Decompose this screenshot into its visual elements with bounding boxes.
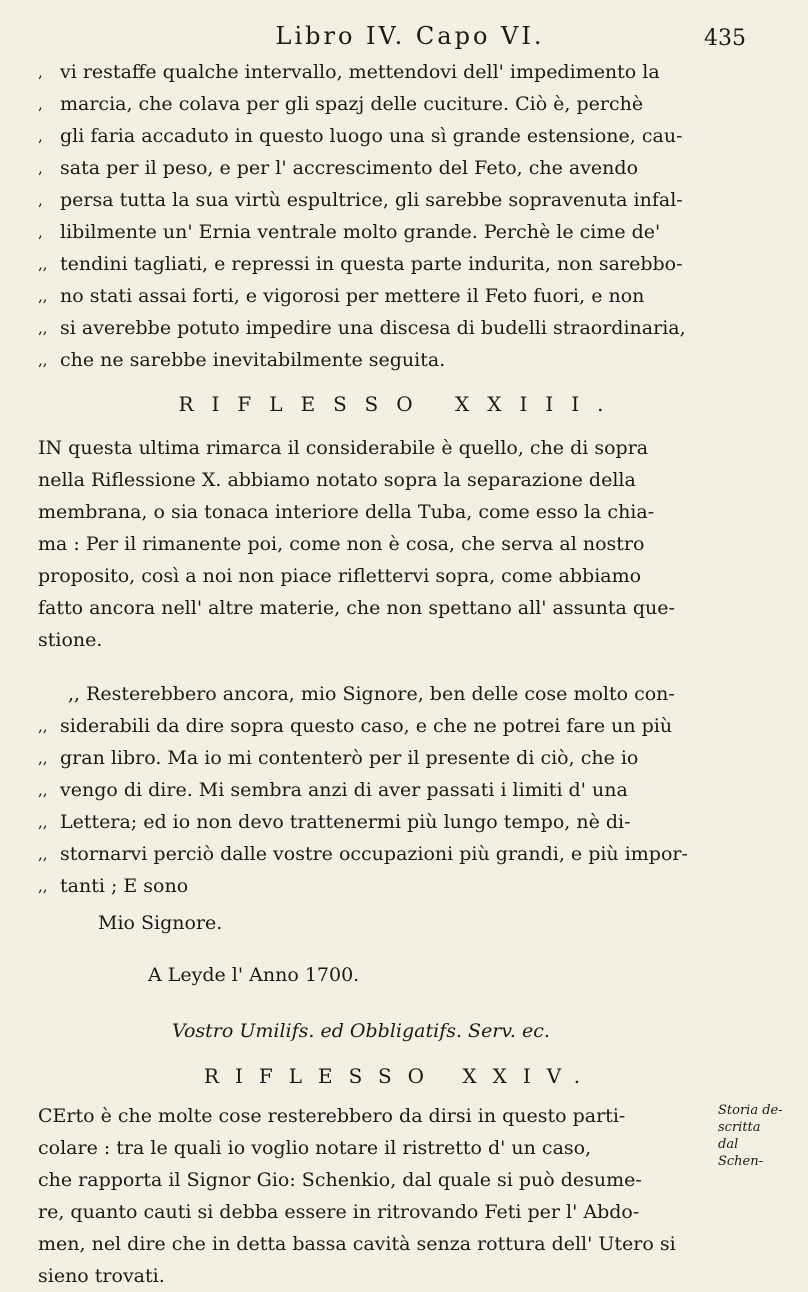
text-line: stione. [38,629,103,651]
section-heading-xxiii: RIFLESSO XXIII. [178,392,622,416]
letter-place-date: A Leyde l' Anno 1700. [148,964,360,986]
text-line: , gli faria accaduto in questo luogo una sì grande estensione, cau- [38,125,683,147]
text-line: sieno trovati. [38,1265,165,1287]
text-line: ,, tanti ; E sono [38,875,189,897]
text-line: membrana, o sia tonaca interiore della Tuba, come esso la chia- [38,501,655,523]
text-line: ma : Per il rimanente poi, come non è cosa, che serva al nostro [38,533,645,555]
section-heading-xxiv: RIFLESSO XXIV. [203,1064,597,1088]
text-line: , vi restaffe qualche intervallo, mettendovi dell' impedimento la [38,61,660,83]
text-line: fatto ancora nell' altre materie, che non spettano all' assunta que- [38,597,675,619]
text-line: men, nel dire che in detta bassa cavità senza rottura dell' Utero si [38,1233,676,1255]
letter-signature: Vostro Umilifs. ed Obbligatifs. Serv. ec. [172,1020,550,1042]
text-line: , marcia, che colava per gli spazj delle cuciture. Ciò è, perchè [38,93,644,115]
text-line: , persa tutta la sua virtù espultrice, gli sarebbe sopravenuta infal- [38,189,683,211]
marginal-note [718,1102,808,1170]
text-line: ,, gran libro. Ma io mi contenterò per il presente di ciò, che io [38,747,639,769]
text-line: ,, stornarvi perciò dalle vostre occupazioni più grandi, e più impor- [38,843,688,865]
running-title: Libro IV. Capo VI. [275,22,545,50]
text-line: nella Riflessione X. abbiamo notato sopra la separazione della [38,469,636,491]
text-line: , sata per il peso, e per l' accrescimento del Feto, che avendo [38,157,639,179]
text-line: proposito, così a noi non piace riflettervi sopra, come abbiamo [38,565,642,587]
text-line: re, quanto cauti si debba essere in ritrovando Feti per l' Abdo- [38,1201,640,1223]
reflection-paragraph-xxiii [38,432,758,656]
text-line: , libilmente un' Ernia ventrale molto grande. Perchè le cime de' [38,221,661,243]
marginal-line: Storia de- [718,1103,783,1118]
marginal-line: scritta [718,1120,761,1135]
letter-salutation: Mio Signore. [98,912,223,934]
text-line: ,, Lettera; ed io non devo trattenermi più lungo tempo, nè di- [38,811,631,833]
marginal-line: dal [718,1137,739,1152]
text-line: ,, che ne sarebbe inevitabilmente seguita. [38,349,446,371]
quoted-paragraph-2 [38,678,758,902]
text-line: ,, no stati assai forti, e vigorosi per mettere il Feto fuori, e non [38,285,645,307]
text-line: CErto è che molte cose resterebbero da dirsi in questo parti- [38,1105,626,1127]
quoted-paragraph-1 [38,56,758,376]
page-number: 435 [704,26,746,51]
text-line: ,, Resterebbero ancora, mio Signore, ben delle cose molto con- [68,683,675,705]
text-line: IN questa ultima rimarca il considerabile è quello, che di sopra [38,437,649,459]
text-line: che rapporta il Signor Gio: Schenkio, dal quale si può desume- [38,1169,642,1191]
text-line: ,, vengo di dire. Mi sembra anzi di aver passati i limiti d' una [38,779,628,801]
text-line: colare : tra le quali io voglio notare il ristretto d' un caso, [38,1137,592,1159]
text-line: ,, si averebbe potuto impedire una discesa di budelli straordinaria, [38,317,686,339]
reflection-paragraph-xxiv [38,1100,698,1287]
text-line: ,, tendini tagliati, e repressi in questa parte indurita, non sarebbo- [38,253,683,275]
marginal-line: Schen- [718,1154,764,1169]
text-line: ,, siderabili da dire sopra questo caso, e che ne potrei fare un più [38,715,673,737]
